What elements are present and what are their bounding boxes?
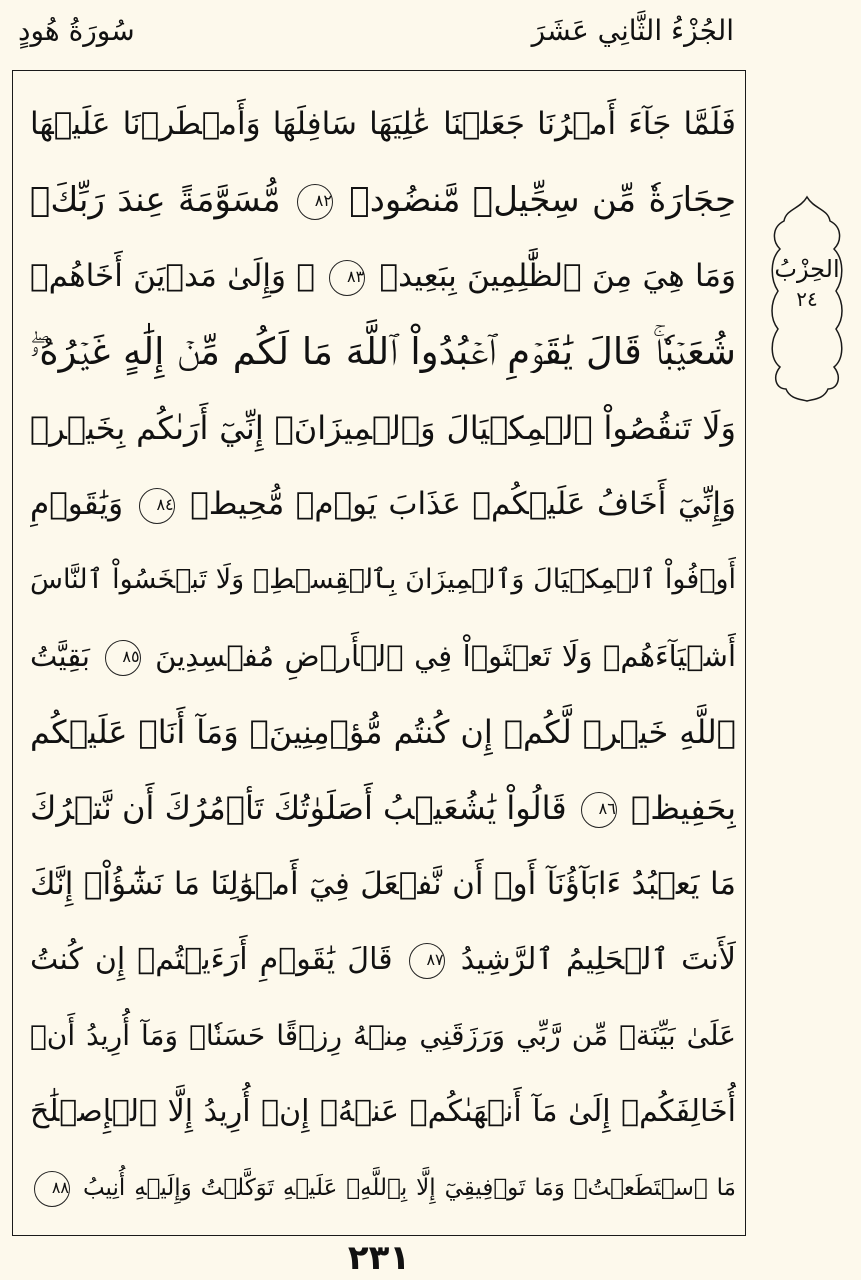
text-line-10: بِحَفِيظٖ ٨٦ قَالُواْ يَٰشُعَيۡبُ أَصَلَوٰتُكَ تَأۡمُرُكَ أَن نَّتۡرُكَ (30, 789, 736, 827)
text-line-11: مَا يَعۡبُدُ ءَابَآؤُنَآ أَوۡ أَن نَّفۡعَلَ فِيٓ أَمۡوَٰلِنَا مَا نَشَٰٓؤُاْۖ إِنَّكَ (30, 866, 736, 902)
juz-name: الجُزْءُ الثَّانِي عَشَرَ (531, 14, 734, 47)
text-line-6: وَإِنِّيٓ أَخَافُ عَلَيۡكُمۡ عَذَابَ يَوۡمٖ مُّحِيطٖ ٨٤ وَيَٰقَوۡمِ (30, 486, 736, 522)
surah-name: سُورَةُ هُودٍ (18, 14, 135, 47)
text-line-9: ٱللَّهِ خَيۡرٞ لَّكُمۡ إِن كُنتُم مُّؤۡمِنِينَۚ وَمَآ أَنَا۠ عَلَيۡكُم (30, 713, 736, 751)
quran-text (30, 86, 736, 1226)
text-line-5: وَلَا تَنقُصُواْ ٱلۡمِكۡيَالَ وَٱلۡمِيزَانَۖ إِنِّيٓ أَرَىٰكُم بِخَيۡرٖ (30, 409, 736, 447)
page-header (14, 14, 734, 54)
text-line-4: شُعَيۡبٗاۚ قَالَ يَٰقَوۡمِ ٱعۡبُدُواْ ٱللَّهَ مَا لَكُم مِّنۡ إِلَٰهٍ غَيۡرُهُۥۖ (30, 330, 736, 373)
text-line-8: أَشۡيَآءَهُمۡ وَلَا تَعۡثَوۡاْ فِي ٱلۡأَرۡضِ مُفۡسِدِينَ ٨٥ بَقِيَّتُ (30, 618, 736, 694)
ayah-marker-86: ٨٦ (581, 792, 617, 828)
text-line-15: مَا ٱسۡتَطَعۡتُۚ وَمَا تَوۡفِيقِيٓ إِلَّا بِٱللَّهِۚ عَلَيۡهِ تَوَكَّلۡتُ وَإِلَيۡهِ أُنِيبُ ٨٨ (30, 1150, 736, 1226)
ayah-marker-84: ٨٤ (139, 488, 175, 524)
ayah-marker-88: ٨٨ (34, 1171, 70, 1207)
text-line-1: فَلَمَّا جَآءَ أَمۡرُنَا جَعَلۡنَا عَٰلِيَهَا سَافِلَهَا وَأَمۡطَرۡنَا عَلَيۡهَا (30, 106, 736, 142)
text-line-14: أُخَالِفَكُمۡ إِلَىٰ مَآ أَنۡهَىٰكُمۡ عَنۡهُۚ إِنۡ أُرِيدُ إِلَّا ٱلۡإِصۡلَٰحَ (30, 1094, 736, 1129)
ayah-marker-85: ٨٥ (105, 640, 141, 676)
page-number: ٢٣١ (347, 1238, 411, 1278)
text-line-3: وَمَا هِيَ مِنَ ٱلظَّٰلِمِينَ بِبَعِيدٖ ٨٣ ۞ وَإِلَىٰ مَدۡيَنَ أَخَاهُمۡ (30, 258, 736, 294)
text-line-13: عَلَىٰ بَيِّنَةٖ مِّن رَّبِّي وَرَزَقَنِي مِنۡهُ رِزۡقًا حَسَنٗاۚ وَمَآ أُرِيدُ أَنۡ (30, 1019, 736, 1052)
hizb-marker (768, 195, 846, 403)
text-line-2: حِجَارَةٗ مِّن سِجِّيلٖ مَّنضُودٖ ٨٢ مُّسَوَّمَةً عِندَ رَبِّكَۖ (30, 180, 736, 220)
text-line-12: لَأَنتَ ٱلۡحَلِيمُ ٱلرَّشِيدُ ٨٧ قَالَ يَٰقَوۡمِ أَرَءَيۡتُمۡ إِن كُنتُ (30, 942, 736, 977)
hizb-number: ٢٤ (796, 287, 818, 311)
ayah-marker-82: ٨٢ (297, 184, 333, 220)
ayah-marker-87: ٨٧ (409, 943, 445, 979)
hizb-label: الحِزْبُ (774, 255, 840, 283)
text-line-7: أَوۡفُواْ ٱلۡمِكۡيَالَ وَٱلۡمِيزَانَ بِٱلۡقِسۡطِۖ وَلَا تَبۡخَسُواْ ٱلنَّاسَ (30, 564, 736, 595)
ayah-marker-83: ٨٣ (329, 260, 365, 296)
